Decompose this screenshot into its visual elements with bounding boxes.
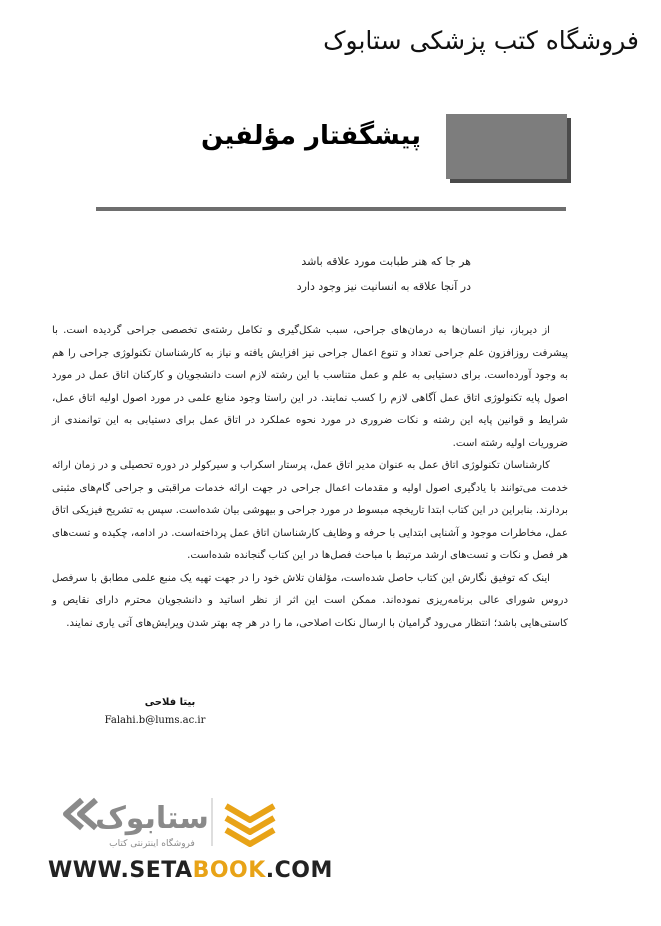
heading-decor-box bbox=[446, 114, 567, 179]
chevron-left-icon bbox=[80, 800, 96, 828]
author-email: Falahi.b@lums.ac.ir bbox=[104, 715, 206, 726]
website-part-2: BOOK bbox=[192, 858, 266, 883]
setabook-logo bbox=[60, 792, 290, 852]
author-name: بیتا فلاحی bbox=[144, 697, 196, 708]
logo-wordmark: ستابوک bbox=[95, 801, 209, 836]
paragraph: از دیرباز، نیاز انسان‌ها به درمان‌های جراحی، سبب شکل‌گیری و تکامل رشته‌ی تخصصی جراحی گردیده است. با پیشرفت روزافزون علم جراحی تعداد و تنوع اعمال جراحی نیز افزایش یافته و نیاز به کارشناسان تکنولوژی جراحی را هم به وجود آورده‌است. برای دستیابی به علم و عمل متناسب با این رشته لازم است دانشجویان و کارکنان اتاق عمل در مورد اصول پایه تکنولوژی اتاق عمل آگاهی لازم را کسب نمایند. در این راستا وجود منابع علمی در مورد اصول اولیه اتاق عمل، شرایط و قوانین پایه این رشته و نکات ضروری در مورد نحوه عملکرد در اتاق عمل برای دستیابی به این توانمندی از ضروریات اولیه رشته است. bbox=[52, 325, 568, 449]
paragraph: اینک که توفیق نگارش این کتاب حاصل شده‌است، مؤلفان تلاش خود را در جهت تهیه یک منبع علمی مطابق با سرفصل دروس شورای عالی برنامه‌ریزی نموده‌اند. ممکن است این اثر از نظر اساتید و دانشجویان محترم دارای نقایص و کاستی‌هایی باشد؛ انتظار می‌رود گرامیان با ارسال نکات اصلاحی، ما را در هر چه بهتر شدن ویرایش‌های آتی یاری نمایند. bbox=[52, 572, 568, 629]
logo-subtitle: فروشگاه اینترنتی کتاب bbox=[109, 839, 195, 849]
website-part-1: WWW.SETA bbox=[48, 858, 193, 883]
website-part-3: .COM bbox=[265, 858, 333, 883]
heading-divider bbox=[96, 207, 566, 211]
gold-chevron-icon bbox=[226, 806, 274, 820]
page-title: پیشگفتار مؤلفین bbox=[201, 121, 421, 151]
logo-graphic bbox=[60, 792, 290, 852]
poem-line-1: هر جا که هنر طبابت مورد علاقه باشد bbox=[301, 255, 471, 268]
paragraph: کارشناسان تکنولوژی اتاق عمل به عنوان مدیر اتاق عمل، پرستار اسکراب و سیرکولر در دوره تحصیلی و در زمان ارائه خدمت می‌توانند با یادگیری اصول اولیه و مقدمات اعمال جراحی در جهت ارائه خدمات مراقبتی و جراحی گام‌های مثبتی بردارند. بنابراین در این کتاب ابتدا تاریخچه مبسوط در مورد جراحی و بیهوشی بیان شده‌است. سپس به تشریح فیزیکی اتاق عمل، مخاطرات موجود و آشنایی ابتدایی با حرفه و وظایف کارشناسان اتاق عمل پرداخته‌است. در ادامه، چکیده و تست‌های هر فصل و نکات و تست‌های ارشد مرتبط با مباحث فصل‌ها در این کتاب گنجانده شده‌است. bbox=[52, 460, 568, 561]
website-url[interactable] bbox=[48, 858, 333, 883]
body-text bbox=[52, 320, 568, 635]
store-title: فروشگاه کتب پزشکی ستابوک bbox=[323, 26, 639, 55]
poem-line-2: در آنجا علاقه به انسانیت نیز وجود دارد bbox=[296, 280, 471, 293]
